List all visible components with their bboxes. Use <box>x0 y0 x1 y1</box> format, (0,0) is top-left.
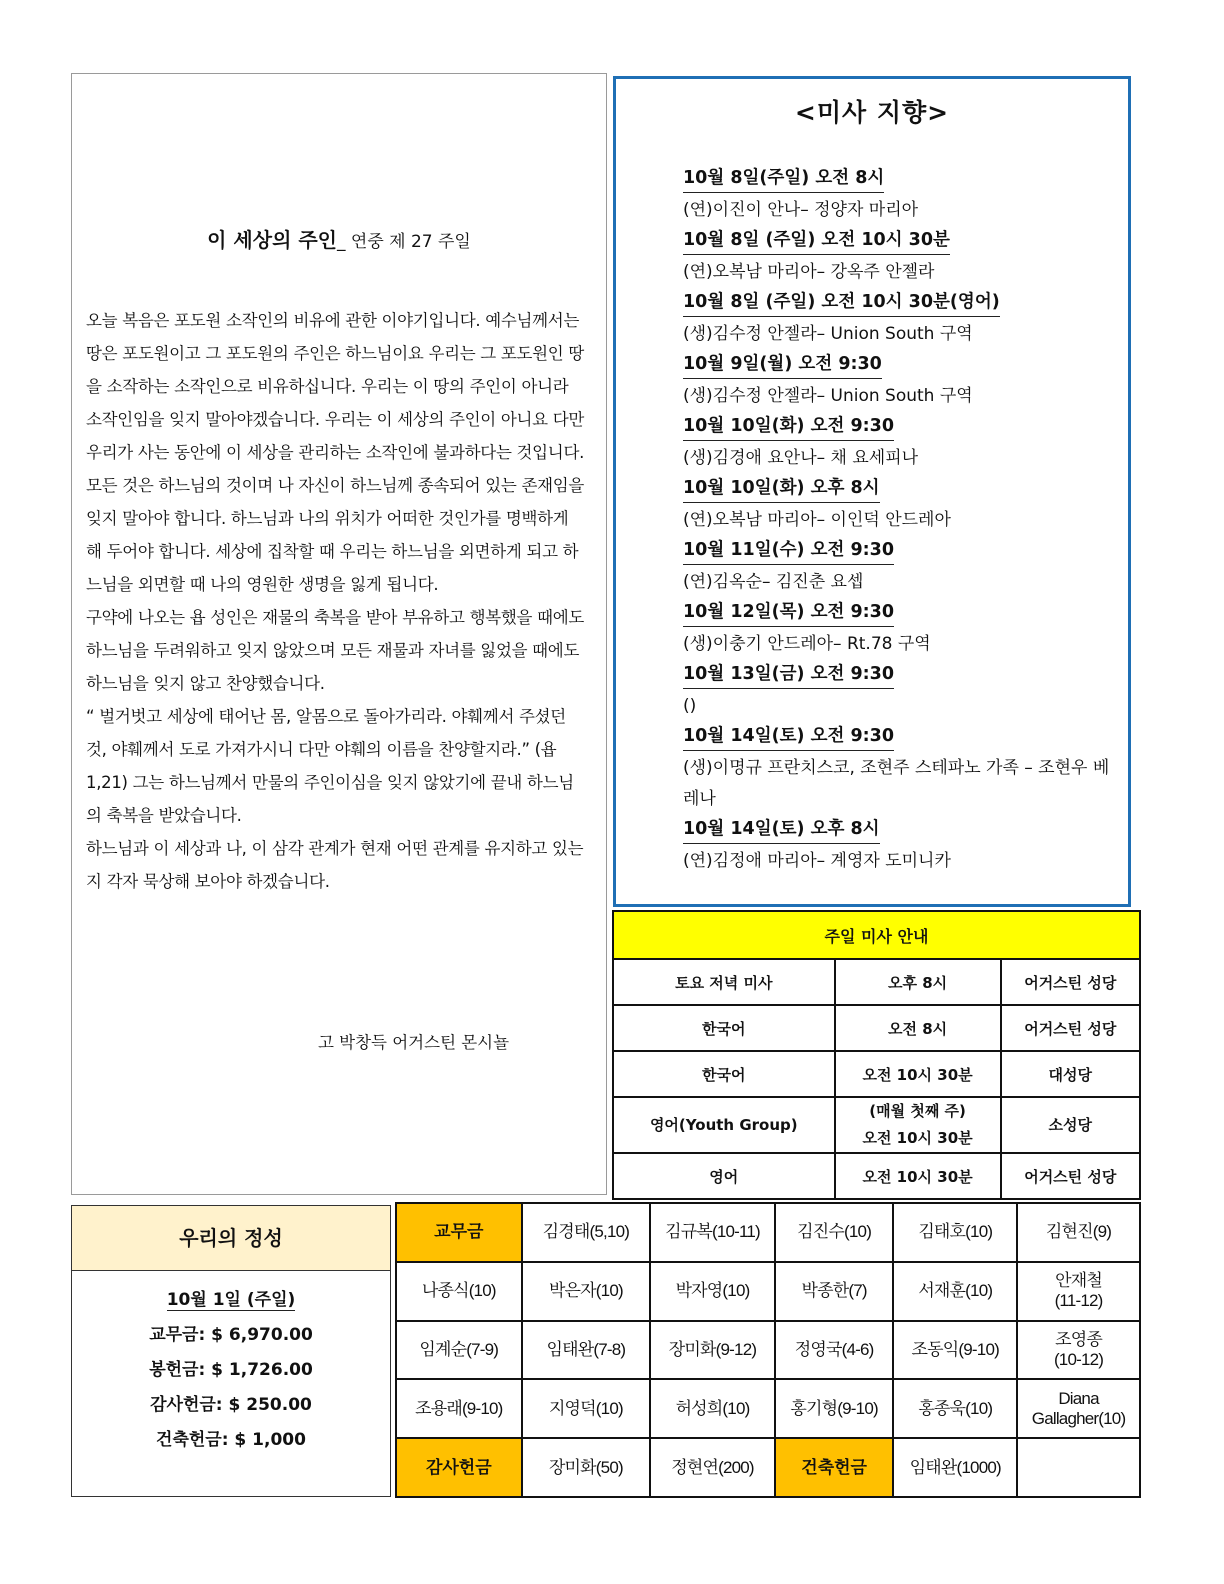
schedule-time-note: (매월 첫째 주) <box>869 1102 966 1120</box>
donor-cell: 지영덕(10) <box>522 1379 651 1438</box>
schedule-heading: 주일 미사 안내 <box>613 911 1140 959</box>
article-title <box>72 224 606 253</box>
donor-cell: 김규복(10-11) <box>650 1203 775 1262</box>
donor-cell: 홍종욱(10) <box>893 1379 1017 1438</box>
intention-item <box>683 412 1123 474</box>
article-author: 고 박창득 어거스틴 몬시뇰 <box>318 1033 510 1052</box>
schedule-location: 소성당 <box>1001 1097 1140 1153</box>
donor-cell: Diana Gallagher(10) <box>1017 1379 1140 1438</box>
donor-cell: 박은자(10) <box>522 1262 651 1321</box>
schedule-time: 오후 8시 <box>835 959 1001 1005</box>
intention-person: (연)오복남 마리아– 이인덕 안드레아 <box>683 510 951 530</box>
donor-cell: 임계순(7-9) <box>396 1321 522 1380</box>
schedule-row <box>613 1097 1140 1153</box>
schedule-language: 한국어 <box>613 1005 835 1051</box>
intention-date: 10월 12일(목) 오전 9:30 <box>683 598 894 627</box>
donor-row <box>396 1321 1140 1380</box>
intention-date: 10월 14일(토) 오후 8시 <box>683 815 880 844</box>
schedule-location: 어거스틴 성당 <box>1001 1005 1140 1051</box>
intention-date: 10월 11일(수) 오전 9:30 <box>683 536 894 565</box>
intention-person: (연)김옥순– 김진춘 요셉 <box>683 572 864 592</box>
offering-heading: 우리의 정성 <box>72 1206 390 1271</box>
donor-row <box>396 1203 1140 1262</box>
intention-item <box>683 815 1123 877</box>
intention-date: 10월 10일(화) 오후 8시 <box>683 474 880 503</box>
donor-cell: 박자영(10) <box>650 1262 775 1321</box>
donor-cell: 임태완(7-8) <box>522 1321 651 1380</box>
intention-item <box>683 722 1123 815</box>
donor-cell: 박종한(7) <box>775 1262 894 1321</box>
donor-cell: 홍기형(9-10) <box>775 1379 894 1438</box>
schedule-location: 어거스틴 성당 <box>1001 1153 1140 1199</box>
intention-item <box>683 350 1123 412</box>
intention-item <box>683 536 1123 598</box>
article-paragraph: 오늘 복음은 포도원 소작인의 비유에 관한 이야기입니다. 예수님께서는 땅은 포도원이고 그 포도원의 주인은 하느님이요 우리는 그 포도원인 땅을 소작하는 소작인으로 비유하십니다. 우리는 이 땅의 주인이 아니라 소작인임을 잊지 말아야겠습니다. 우리는 이 세상의 주인이 아니요 다만 우리가 사는 동안에 이 세상을 관리하는 소작인에 불과하다는 것입니다. 모든 것은 하느님의 것이며 나 자신이 하느님께 종속되어 있는 존재임을 잊지 말아야 합니다. 하느님과 나의 위치가 어떠한 것인가를 명백하게 해 두어야 합니다. 세상에 집착할 때 우리는 하느님을 외면하게 되고 하느님을 외면할 때 나의 영원한 생명을 잃게 됩니다. <box>86 311 585 594</box>
offering-line: 봉헌금: $ 1,726.00 <box>149 1360 313 1380</box>
donor-cell: 김태호(10) <box>893 1203 1017 1262</box>
article-paragraph: “ 벌거벗고 세상에 태어난 몸, 알몸으로 돌아가리라. 야훼께서 주셨던 것, 야훼께서 도로 가져가시니 다만 야훼의 이름을 찬양할지라.” (욥 1,21) 그는 하느님께서 만물의 주인이심을 잊지 않았기에 끝내 하느님의 축복을 받았습니다. <box>86 707 574 825</box>
donor-cell: 장미화(50) <box>522 1438 651 1497</box>
article-paragraph: 하느님과 이 세상과 나, 이 삼각 관계가 현재 어떤 관계를 유지하고 있는지 각자 묵상해 보아야 하겠습니다. <box>86 839 584 891</box>
schedule-location: 어거스틴 성당 <box>1001 959 1140 1005</box>
schedule-time: 오전 8시 <box>835 1005 1001 1051</box>
donor-cell <box>1017 1438 1140 1497</box>
intention-item <box>683 164 1123 226</box>
homily-article <box>71 73 607 1195</box>
donor-cell: 임태완(1000) <box>893 1438 1017 1497</box>
schedule-language: 한국어 <box>613 1051 835 1097</box>
intention-person: (생)이충기 안드레아– Rt.78 구역 <box>683 634 931 654</box>
donor-cell: 김진수(10) <box>775 1203 894 1262</box>
intention-item <box>683 288 1123 350</box>
intentions-heading: <미사 지향> <box>794 98 950 127</box>
donor-cell: 나종식(10) <box>396 1262 522 1321</box>
offering-date-text: 10월 1일 (주일) <box>166 1290 296 1310</box>
donor-cell: 서재훈(10) <box>893 1262 1017 1321</box>
schedule-time: 오전 10시 30분 <box>835 1051 1001 1097</box>
intention-date: 10월 8일 (주일) 오전 10시 30분 <box>683 226 950 255</box>
donor-row <box>396 1379 1140 1438</box>
sunday-mass-schedule <box>612 910 1141 1200</box>
offering-line: 건축헌금: $ 1,000 <box>156 1430 306 1450</box>
intention-person: () <box>683 696 697 716</box>
schedule-language: 영어 <box>613 1153 835 1199</box>
donor-cell: 허성희(10) <box>650 1379 775 1438</box>
schedule-row <box>613 1153 1140 1199</box>
intentions-list <box>683 164 1123 877</box>
schedule-row <box>613 1005 1140 1051</box>
donor-category: 교무금 <box>396 1203 522 1262</box>
donor-cell: 조동익(9-10) <box>893 1321 1017 1380</box>
offering-date <box>72 1285 390 1310</box>
intention-date: 10월 9일(월) 오전 9:30 <box>683 350 882 379</box>
intention-date: 10월 10일(화) 오전 9:30 <box>683 412 894 441</box>
offering-summary <box>71 1205 391 1497</box>
schedule-row <box>613 959 1140 1005</box>
article-body <box>86 304 586 898</box>
schedule-location: 대성당 <box>1001 1051 1140 1097</box>
intention-item <box>683 660 1123 722</box>
donor-cell: 안재철 (11-12) <box>1017 1262 1140 1321</box>
intention-person: (연)오복남 마리아– 강옥주 안젤라 <box>683 262 935 282</box>
schedule-language: 영어(Youth Group) <box>613 1097 835 1153</box>
donor-cell: 김현진(9) <box>1017 1203 1140 1262</box>
article-paragraph: 구약에 나오는 욥 성인은 재물의 축복을 받아 부유하고 행복했을 때에도 하느님을 두려워하고 잊지 않았으며 모든 재물과 자녀를 잃었을 때에도 하느님을 잊지 않고 찬양했습니다. <box>86 608 585 693</box>
intention-item <box>683 598 1123 660</box>
donor-cell: 정현연(200) <box>650 1438 775 1497</box>
offering-line: 교무금: $ 6,970.00 <box>149 1325 313 1345</box>
intention-person: (생)이명규 프란치스코, 조현주 스테파노 가족 – 조현우 베레나 <box>683 758 1110 809</box>
intention-item <box>683 474 1123 536</box>
donor-cell: 조용래(9-10) <box>396 1379 522 1438</box>
intention-date: 10월 8일(주일) 오전 8시 <box>683 164 884 193</box>
schedule-language: 토요 저녁 미사 <box>613 959 835 1005</box>
donor-category: 감사헌금 <box>396 1438 522 1497</box>
article-subtitle: _ 연중 제 27 주일 <box>337 232 471 252</box>
schedule-time: 오전 10시 30분 <box>835 1153 1001 1199</box>
donor-cell: 조영종 (10-12) <box>1017 1321 1140 1380</box>
intention-date: 10월 13일(금) 오전 9:30 <box>683 660 894 689</box>
donor-cell: 장미화(9-12) <box>650 1321 775 1380</box>
intention-date: 10월 14일(토) 오전 9:30 <box>683 722 894 751</box>
intention-person: (연)이진이 안나– 정양자 마리아 <box>683 200 919 220</box>
donor-cell: 정영국(4-6) <box>775 1321 894 1380</box>
donor-category: 건축헌금 <box>775 1438 894 1497</box>
mass-intentions-box <box>613 76 1131 907</box>
schedule-time <box>835 1097 1001 1153</box>
intention-person: (생)김경애 요안나– 채 요세피나 <box>683 448 919 468</box>
donor-row <box>396 1262 1140 1321</box>
donor-table <box>395 1202 1141 1498</box>
schedule-row <box>613 1051 1140 1097</box>
intention-person: (연)김정애 마리아– 계영자 도미니카 <box>683 851 951 871</box>
intention-date: 10월 8일 (주일) 오전 10시 30분(영어) <box>683 288 1000 317</box>
donor-cell: 김경태(5,10) <box>522 1203 651 1262</box>
article-title-text: 이 세상의 주인 <box>207 228 337 252</box>
intention-person: (생)김수정 안젤라– Union South 구역 <box>683 324 973 344</box>
offering-line: 감사헌금: $ 250.00 <box>150 1395 312 1415</box>
intention-person: (생)김수정 안젤라– Union South 구역 <box>683 386 973 406</box>
donor-row <box>396 1438 1140 1497</box>
intention-item <box>683 226 1123 288</box>
schedule-time-value: 오전 10시 30분 <box>862 1129 973 1147</box>
